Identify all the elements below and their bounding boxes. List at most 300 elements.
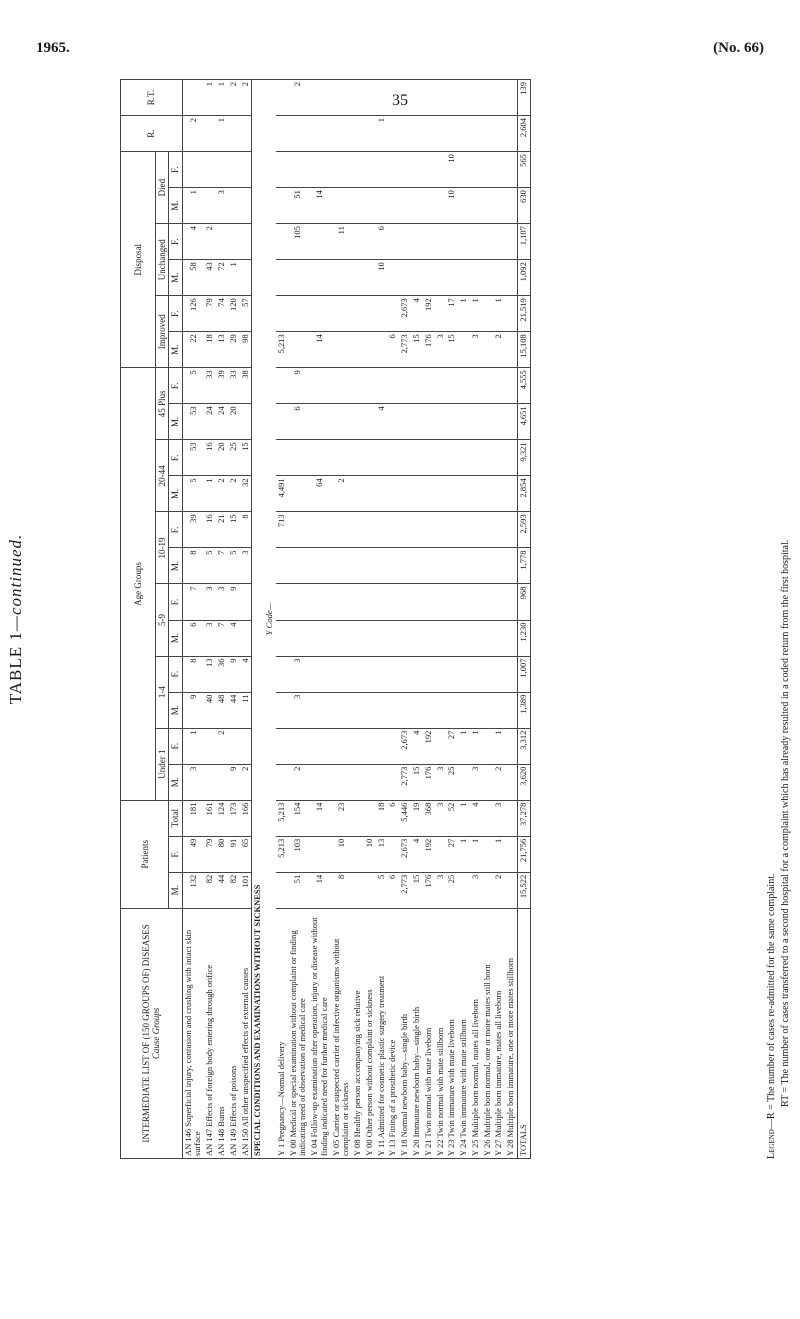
legend xyxy=(765,540,792,1159)
table-cell xyxy=(446,116,458,152)
table-cell xyxy=(399,260,411,296)
table-cell xyxy=(423,656,435,692)
row-label: TOTALS xyxy=(517,908,530,1158)
col-total: Total xyxy=(169,800,182,836)
table-cell xyxy=(423,80,435,116)
table-cell: 4,491 xyxy=(276,476,288,512)
table-cell xyxy=(228,728,240,764)
table-cell xyxy=(352,872,364,908)
table-cell xyxy=(446,692,458,728)
table-row xyxy=(364,80,376,1159)
table-row xyxy=(288,80,310,1159)
table-row xyxy=(182,80,204,1159)
table-cell xyxy=(435,260,447,296)
table-cell: 2,604 xyxy=(517,116,530,152)
table-cell: 2,673 xyxy=(399,836,411,872)
table-cell xyxy=(505,476,517,512)
table-cell xyxy=(240,224,252,260)
table-cell xyxy=(364,404,376,440)
age-20-44: 20-44 xyxy=(156,440,169,512)
table-cell xyxy=(387,440,399,476)
table-cell xyxy=(482,764,494,800)
table-cell: 3 xyxy=(288,656,310,692)
table-cell: 79 xyxy=(204,296,216,332)
table-cell: 4 xyxy=(376,404,388,440)
table-cell xyxy=(376,332,388,368)
table-cell xyxy=(482,152,494,188)
table-cell xyxy=(364,620,376,656)
table-cell xyxy=(352,692,364,728)
table-cell: 64 xyxy=(309,476,331,512)
table-cell xyxy=(387,548,399,584)
table-cell xyxy=(470,656,482,692)
table-cell xyxy=(364,476,376,512)
table-cell: 51 xyxy=(288,872,310,908)
table-cell: 6 xyxy=(387,872,399,908)
table-row xyxy=(505,80,517,1159)
table-cell xyxy=(411,368,423,404)
table-cell: 3 xyxy=(435,764,447,800)
table-cell xyxy=(435,368,447,404)
row-label: Y 25 Multiple born normal, mates all liveborn xyxy=(470,908,482,1158)
table-cell: 5 xyxy=(228,548,240,584)
table-cell xyxy=(470,548,482,584)
table-cell xyxy=(493,476,505,512)
col-f: F. xyxy=(169,440,182,476)
legend-line-rt xyxy=(779,540,793,1159)
r-header: R. xyxy=(121,116,183,152)
table-cell: 3 xyxy=(182,764,204,800)
row-label: Y 28 Multiple born immature, one or more mates stillborn xyxy=(505,908,517,1158)
table-cell: 3 xyxy=(204,584,216,620)
table-cell: 3 xyxy=(470,764,482,800)
table-cell: 2 xyxy=(240,80,252,116)
table-cell xyxy=(364,80,376,116)
table-cell xyxy=(182,80,204,116)
table-cell xyxy=(470,188,482,224)
subheading-row xyxy=(264,80,276,1159)
table-cell: 4 xyxy=(182,224,204,260)
table-cell xyxy=(493,224,505,260)
table-cell: 1 xyxy=(470,728,482,764)
table-cell xyxy=(364,872,376,908)
legend-line-r: Legend—R = The number of cases re-admitted for the same complaint. xyxy=(766,873,777,1159)
table-cell xyxy=(331,80,353,116)
table-cell xyxy=(376,512,388,548)
table-cell xyxy=(331,512,353,548)
table-cell: 132 xyxy=(182,872,204,908)
table-cell xyxy=(276,260,288,296)
table-cell xyxy=(276,548,288,584)
table-cell: 2 xyxy=(240,764,252,800)
table-cell xyxy=(435,116,447,152)
table-cell xyxy=(309,80,331,116)
table-cell: 21,756 xyxy=(517,836,530,872)
table-cell xyxy=(399,584,411,620)
table-cell: 19 xyxy=(411,800,423,836)
table-cell xyxy=(446,548,458,584)
table-cell xyxy=(309,656,331,692)
table-cell xyxy=(331,152,353,188)
table-cell xyxy=(423,584,435,620)
row-label: Y 13 Fitting of a prosthetic device xyxy=(387,908,399,1158)
table-cell: 1 xyxy=(470,836,482,872)
row-label: Y 08 Healthy person accompanying sick relative xyxy=(352,908,364,1158)
table-cell xyxy=(387,584,399,620)
table-cell xyxy=(364,764,376,800)
table-cell xyxy=(288,296,310,332)
table-cell xyxy=(399,188,411,224)
row-label: Y 22 Twin normal with mate stillborn xyxy=(435,908,447,1158)
legend-r-text: R = The number of cases re-admitted for the same complaint. xyxy=(766,873,777,1120)
table-cell: 1 xyxy=(228,260,240,296)
table-cell: 2 xyxy=(493,764,505,800)
table-cell xyxy=(288,332,310,368)
table-cell xyxy=(352,116,364,152)
table-cell: 4,651 xyxy=(517,404,530,440)
table-cell xyxy=(493,188,505,224)
col-f: F. xyxy=(169,296,182,332)
table-cell xyxy=(387,368,399,404)
col-m: M. xyxy=(169,872,182,908)
table-cell xyxy=(505,188,517,224)
table-cell xyxy=(387,656,399,692)
table-cell xyxy=(276,116,288,152)
table-cell xyxy=(505,332,517,368)
table-cell: 1,107 xyxy=(517,224,530,260)
table-cell: 1 xyxy=(458,800,470,836)
table-cell xyxy=(470,224,482,260)
table-cell xyxy=(411,512,423,548)
table-cell: 1 xyxy=(493,836,505,872)
table-cell xyxy=(387,152,399,188)
table-cell xyxy=(288,584,310,620)
table-cell xyxy=(423,224,435,260)
col-m: M. xyxy=(169,548,182,584)
table-cell: 5 xyxy=(182,476,204,512)
table-cell xyxy=(470,368,482,404)
table-cell: 1,778 xyxy=(517,548,530,584)
table-row xyxy=(482,80,494,1159)
table-cell xyxy=(493,548,505,584)
table-cell xyxy=(482,404,494,440)
table-cell xyxy=(505,296,517,332)
row-label: Y 18 Normal newborn baby—single birth xyxy=(399,908,411,1158)
table-cell xyxy=(376,440,388,476)
table-cell xyxy=(411,548,423,584)
table-cell xyxy=(204,764,216,800)
table-cell xyxy=(288,548,310,584)
table-cell: 21 xyxy=(216,512,228,548)
table-cell: 18 xyxy=(376,800,388,836)
age-10-19: 10-19 xyxy=(156,512,169,584)
table-cell: 8 xyxy=(331,872,353,908)
row-label: Y 21 Twin normal with mate liveborn xyxy=(423,908,435,1158)
table-cell xyxy=(399,476,411,512)
table-cell xyxy=(482,872,494,908)
page-year: 1965. xyxy=(36,40,70,56)
table-cell xyxy=(458,548,470,584)
table-cell xyxy=(309,368,331,404)
col-m: M. xyxy=(169,764,182,800)
age-1-4: 1-4 xyxy=(156,656,169,728)
table-cell: 91 xyxy=(228,836,240,872)
table-cell: 7 xyxy=(216,620,228,656)
table-cell: 2 xyxy=(288,80,310,116)
table-cell xyxy=(228,188,240,224)
unchanged-header: Unchanged xyxy=(156,224,169,296)
table-cell xyxy=(399,656,411,692)
table-cell xyxy=(387,404,399,440)
table-cell: 44 xyxy=(216,872,228,908)
table-cell xyxy=(505,620,517,656)
table-cell: 2,673 xyxy=(399,728,411,764)
table-cell xyxy=(352,152,364,188)
row-label: Y 27 Multiple born immature, mates all liveborn xyxy=(493,908,505,1158)
table-cell xyxy=(446,584,458,620)
table-cell: 15,108 xyxy=(517,332,530,368)
table-cell xyxy=(352,764,364,800)
table-cell: 27 xyxy=(446,728,458,764)
table-cell: 103 xyxy=(288,836,310,872)
table-cell: 1,230 xyxy=(517,620,530,656)
table-cell xyxy=(458,188,470,224)
table-cell xyxy=(470,260,482,296)
page-number: 35 xyxy=(392,92,408,109)
table-cell: 101 xyxy=(240,872,252,908)
table-cell xyxy=(482,332,494,368)
table-cell: 2,593 xyxy=(517,512,530,548)
table-cell: 98 xyxy=(240,332,252,368)
table-cell xyxy=(376,548,388,584)
table-cell: 11 xyxy=(240,692,252,728)
table-cell xyxy=(376,692,388,728)
table-cell xyxy=(387,764,399,800)
table-cell: 1 xyxy=(216,116,228,152)
table-cell xyxy=(446,404,458,440)
col-f: F. xyxy=(169,836,182,872)
table-cell: 13 xyxy=(216,332,228,368)
table-cell xyxy=(423,512,435,548)
table-cell xyxy=(331,692,353,728)
table-cell: 16 xyxy=(204,440,216,476)
table-cell xyxy=(493,368,505,404)
table-cell xyxy=(458,692,470,728)
table-cell: 79 xyxy=(204,836,216,872)
table-cell xyxy=(423,692,435,728)
table-cell xyxy=(493,80,505,116)
table-cell: 23 xyxy=(331,800,353,836)
table-cell xyxy=(309,836,331,872)
table-cell xyxy=(411,656,423,692)
table-cell xyxy=(228,116,240,152)
table-cell xyxy=(331,188,353,224)
table-cell: 1 xyxy=(458,836,470,872)
table-cell: 15 xyxy=(446,332,458,368)
table-cell: 21,519 xyxy=(517,296,530,332)
table-cell xyxy=(276,656,288,692)
table-cell xyxy=(423,548,435,584)
table-cell: 25 xyxy=(228,440,240,476)
table-cell xyxy=(331,116,353,152)
table-cell xyxy=(387,260,399,296)
section-heading-row xyxy=(252,80,264,1159)
table-cell: 15 xyxy=(228,512,240,548)
table-cell: 5,446 xyxy=(399,800,411,836)
table-cell xyxy=(423,440,435,476)
table-cell xyxy=(411,440,423,476)
table-cell xyxy=(446,368,458,404)
table-cell xyxy=(411,152,423,188)
table-cell xyxy=(505,260,517,296)
table-cell xyxy=(204,188,216,224)
table-cell: 8 xyxy=(182,548,204,584)
table-cell: 10 xyxy=(364,836,376,872)
table-cell xyxy=(216,224,228,260)
table-cell xyxy=(435,224,447,260)
table-row xyxy=(216,80,228,1159)
table-cell xyxy=(493,584,505,620)
table-cell: 7 xyxy=(216,548,228,584)
table-cell xyxy=(423,188,435,224)
table-cell: 5,213 xyxy=(276,836,288,872)
table-cell: 8 xyxy=(182,656,204,692)
table-cell: 6 xyxy=(387,332,399,368)
data-table xyxy=(120,79,531,1159)
table-cell xyxy=(446,80,458,116)
row-label: Y 05 Carrier or suspected carrier of infective organisms without complaint or sickness xyxy=(331,908,353,1158)
table-cell xyxy=(352,260,364,296)
table-cell: 65 xyxy=(240,836,252,872)
table-cell xyxy=(376,728,388,764)
table-cell: 9 xyxy=(228,656,240,692)
table-cell xyxy=(228,152,240,188)
table-cell: 15 xyxy=(411,332,423,368)
age-groups-header: Age Groups xyxy=(121,368,156,800)
table-cell: 192 xyxy=(423,836,435,872)
row-label: Y Code— xyxy=(264,80,276,1159)
table-cell xyxy=(376,764,388,800)
table-cell xyxy=(309,584,331,620)
table-cell xyxy=(470,692,482,728)
table-cell xyxy=(309,692,331,728)
died-header: Died xyxy=(156,152,169,224)
table-cell xyxy=(411,116,423,152)
table-cell xyxy=(505,80,517,116)
table-cell: 39 xyxy=(216,368,228,404)
row-label: AN 150 All other unspecified effects of external causes xyxy=(240,908,252,1158)
table-cell xyxy=(458,512,470,548)
row-label: AN 149 Effects of poisons xyxy=(228,908,240,1158)
table-cell xyxy=(387,620,399,656)
table-cell xyxy=(309,260,331,296)
table-cell xyxy=(482,800,494,836)
table-cell xyxy=(435,620,447,656)
table-cell: 126 xyxy=(182,296,204,332)
table-row xyxy=(204,80,216,1159)
col-f: F. xyxy=(169,368,182,404)
table-cell xyxy=(435,440,447,476)
table-row xyxy=(309,80,331,1159)
table-cell: 25 xyxy=(446,872,458,908)
table-cell xyxy=(276,152,288,188)
table-cell xyxy=(204,728,216,764)
table-cell: 565 xyxy=(517,152,530,188)
row-label: AN 148 Burns xyxy=(216,908,228,1158)
table-cell xyxy=(204,152,216,188)
table-cell: 10 xyxy=(376,260,388,296)
table-cell: 10 xyxy=(446,188,458,224)
age-45-plus: 45 Plus xyxy=(156,368,169,440)
table-cell xyxy=(458,656,470,692)
table-cell xyxy=(482,548,494,584)
table-cell: 24 xyxy=(204,404,216,440)
table-cell xyxy=(493,152,505,188)
table-cell xyxy=(309,512,331,548)
table-cell: 3 xyxy=(288,692,310,728)
table-cell: 124 xyxy=(216,800,228,836)
table-cell: 154 xyxy=(288,800,310,836)
col-m: M. xyxy=(169,188,182,224)
table-cell: 4,555 xyxy=(517,368,530,404)
table-cell: 5,213 xyxy=(276,332,288,368)
table-cell xyxy=(331,764,353,800)
table-cell xyxy=(435,80,447,116)
table-cell xyxy=(505,692,517,728)
table-cell: 36 xyxy=(216,656,228,692)
table-cell xyxy=(493,512,505,548)
table-cell xyxy=(411,404,423,440)
table-cell xyxy=(331,440,353,476)
table-cell xyxy=(446,476,458,512)
totals-row xyxy=(517,80,530,1159)
table-cell xyxy=(493,692,505,728)
table-cell xyxy=(387,296,399,332)
table-cell: 1,389 xyxy=(517,692,530,728)
table-cell xyxy=(505,152,517,188)
table-cell: 80 xyxy=(216,836,228,872)
table-cell xyxy=(435,512,447,548)
table-cell xyxy=(387,692,399,728)
table-cell xyxy=(435,188,447,224)
table-cell: 1 xyxy=(470,296,482,332)
table-cell: 9 xyxy=(228,764,240,800)
table-cell xyxy=(309,296,331,332)
table-cell: 1 xyxy=(182,728,204,764)
table-cell xyxy=(387,188,399,224)
table-row xyxy=(387,80,399,1159)
table-cell xyxy=(216,764,228,800)
table-cell: 15 xyxy=(240,440,252,476)
table-cell xyxy=(352,80,364,116)
table-cell xyxy=(387,116,399,152)
table-cell xyxy=(458,440,470,476)
table-cell: 38 xyxy=(240,368,252,404)
table-cell: 32 xyxy=(240,476,252,512)
table-cell xyxy=(411,260,423,296)
page-issue: (No. 66) xyxy=(713,40,764,56)
table-cell xyxy=(470,152,482,188)
table-cell: 176 xyxy=(423,332,435,368)
table-cell: 630 xyxy=(517,188,530,224)
rotated-table-sheet xyxy=(0,19,800,1219)
table-cell xyxy=(276,728,288,764)
table-cell: 713 xyxy=(276,512,288,548)
table-cell: 25 xyxy=(446,764,458,800)
table-body xyxy=(182,80,530,1159)
table-cell xyxy=(364,188,376,224)
table-cell: 14 xyxy=(309,332,331,368)
